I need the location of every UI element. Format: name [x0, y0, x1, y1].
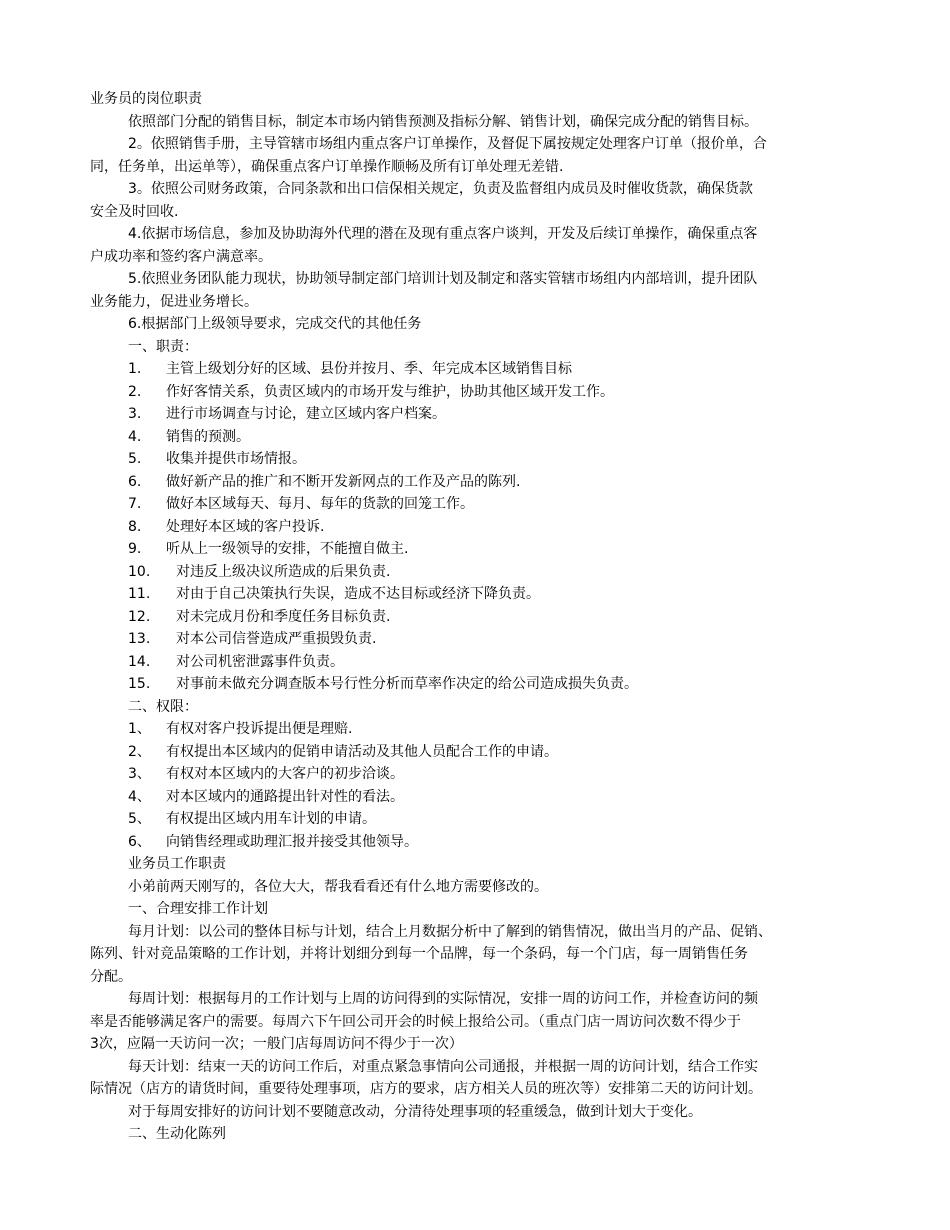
- plan-heading: 一、合理安排工作计划: [128, 901, 268, 917]
- paragraph-2-line2: 同，任务单，出运单等），确保重点客户订单操作顺畅及所有订单处理无差错.: [90, 158, 564, 175]
- list-item: 3. 进行市场调查与讨论，建立区域内客户档案。: [128, 406, 446, 422]
- list-item: 2. 作好客情关系，负责区域内的市场开发与维护，协助其他区域开发工作。: [128, 383, 614, 400]
- list-item: 15. 对事前未做充分调查版本号行性分析而草率作决定的给公司造成损失负责。: [128, 676, 638, 692]
- plan-note: 对于每周安排好的访问计划不要随意改动，分清待处理事项的轻重缓急，做到计划大于变化。: [128, 1103, 702, 1120]
- list-item: 12. 对未完成月份和季度任务目标负责.: [128, 608, 391, 625]
- paragraph-2-line1: 2。依照销售手册，主导管辖市场组内重点客户订单操作，及督促下属按规定处理客户订单（报价单，合: [128, 136, 767, 152]
- list-item: 1、 有权对客户投诉提出便是理赔.: [128, 721, 353, 737]
- weekly-plan-line1: 每周计划：根据每月的工作计划与上周的访问得到的实际情况，安排一周的访问工作，并检查访问的频: [128, 991, 758, 1007]
- rights-list: [90, 718, 860, 853]
- list-item: 9. 听从上一级领导的安排，不能擅自做主.: [128, 541, 409, 557]
- weekly-plan-line2: 率是否能够满足客户的需要。每周六下午回公司开会的时候上报给公司。（重点门店一周访问次数不得少于: [90, 1013, 741, 1030]
- daily-plan-line2: 际情况（店方的请货时间，重要待处理事项，店方的要求，店方相关人员的班次等）安排第二天的访问计划。: [90, 1081, 762, 1097]
- list-item: 5. 收集并提供市场情报。: [128, 451, 306, 467]
- daily-plan-line1: 每天计划：结束一天的访问工作后，对重点紧急事情向公司通报，并根据一周的访问计划，结合工作实: [128, 1058, 758, 1075]
- monthly-plan-line2: 陈列、针对竞品策略的工作计划，并将计划细分到每一个品牌，每一个条码，每一个门店，每一周销售任务: [90, 946, 748, 962]
- monthly-plan-line3: 分配。: [90, 968, 132, 985]
- monthly-plan-line1: 每月计划：以公司的整体目标与计划，结合上月数据分析中了解到的销售情况，做出当月的产品、促销、: [128, 923, 772, 940]
- list-item: 14. 对公司机密泄露事件负责。: [128, 653, 344, 670]
- paragraph-intro: 依照部门分配的销售目标，制定本市场内销售预测及指标分解、销售计划，确保完成分配的销售目标。: [128, 113, 758, 130]
- list-item: 3、 有权对本区域内的大客户的初步洽谈。: [128, 766, 404, 782]
- paragraph-3-line2: 安全及时回收.: [90, 203, 179, 220]
- list-item: 4、 对本区域内的通路提出针对性的看法。: [128, 788, 404, 805]
- paragraph-4-line2: 户成功率和签约客户满意率。: [90, 248, 272, 265]
- list-item: 4. 销售的预测。: [128, 428, 250, 445]
- list-item: 8. 处理好本区域的客户投诉.: [128, 518, 325, 535]
- section-intro: 小弟前两天刚写的，各位大大，帮我看看还有什么地方需要修改的。: [128, 878, 548, 895]
- paragraph-3-line1: 3。依照公司财务政策，合同条款和出口信保相关规定，负责及监督组内成员及时催收货款，确保货款: [128, 181, 753, 197]
- duties-list: [90, 358, 860, 696]
- list-item: 11. 对由于自己决策执行失误，造成不达目标或经济下降负责。: [128, 586, 540, 602]
- list-item: 6. 做好新产品的推广和不断开发新网点的工作及产品的陈列.: [128, 473, 521, 490]
- list-item: 5、 有权提出区域内用车计划的申请。: [128, 811, 376, 827]
- duties-heading: 一、职责：: [128, 338, 198, 355]
- display-heading: 二、生动化陈列: [128, 1126, 226, 1142]
- paragraph-5-line1: 5.依照业务团队能力现状，协助领导制定部门培训计划及制定和落实管辖市场组内内部培训，提升团队: [128, 271, 758, 287]
- list-item: 13. 对本公司信誉造成严重损毁负责.: [128, 631, 377, 647]
- list-item: 2、 有权提出本区域内的促销申请活动及其他人员配合工作的申请。: [128, 743, 558, 760]
- paragraph-5-line2: 业务能力，促进业务增长。: [90, 293, 258, 310]
- doc-title: 业务员的岗位职责: [90, 91, 202, 107]
- weekly-plan-line3: 3次，应隔一天访问一次；一般门店每周访问不得少于一次）: [90, 1036, 463, 1052]
- list-item: 6、 向销售经理或助理汇报并接受其他领导。: [128, 833, 418, 850]
- paragraph-4-line1: 4.依据市场信息，参加及协助海外代理的潜在及现有重点客户谈判，开发及后续订单操作，确保重点客: [128, 226, 758, 242]
- list-item: 1. 主管上级划分好的区域、县份并按月、季、年完成本区域销售目标: [128, 361, 572, 377]
- list-item: 10. 对违反上级决议所造成的后果负责.: [128, 563, 391, 580]
- section-title: 业务员工作职责: [128, 856, 226, 872]
- rights-heading: 二、权限：: [128, 698, 198, 715]
- paragraph-6: 6.根据部门上级领导要求，完成交代的其他任务: [128, 316, 422, 332]
- list-item: 7. 做好本区域每天、每月、每年的货款的回笼工作。: [128, 496, 474, 512]
